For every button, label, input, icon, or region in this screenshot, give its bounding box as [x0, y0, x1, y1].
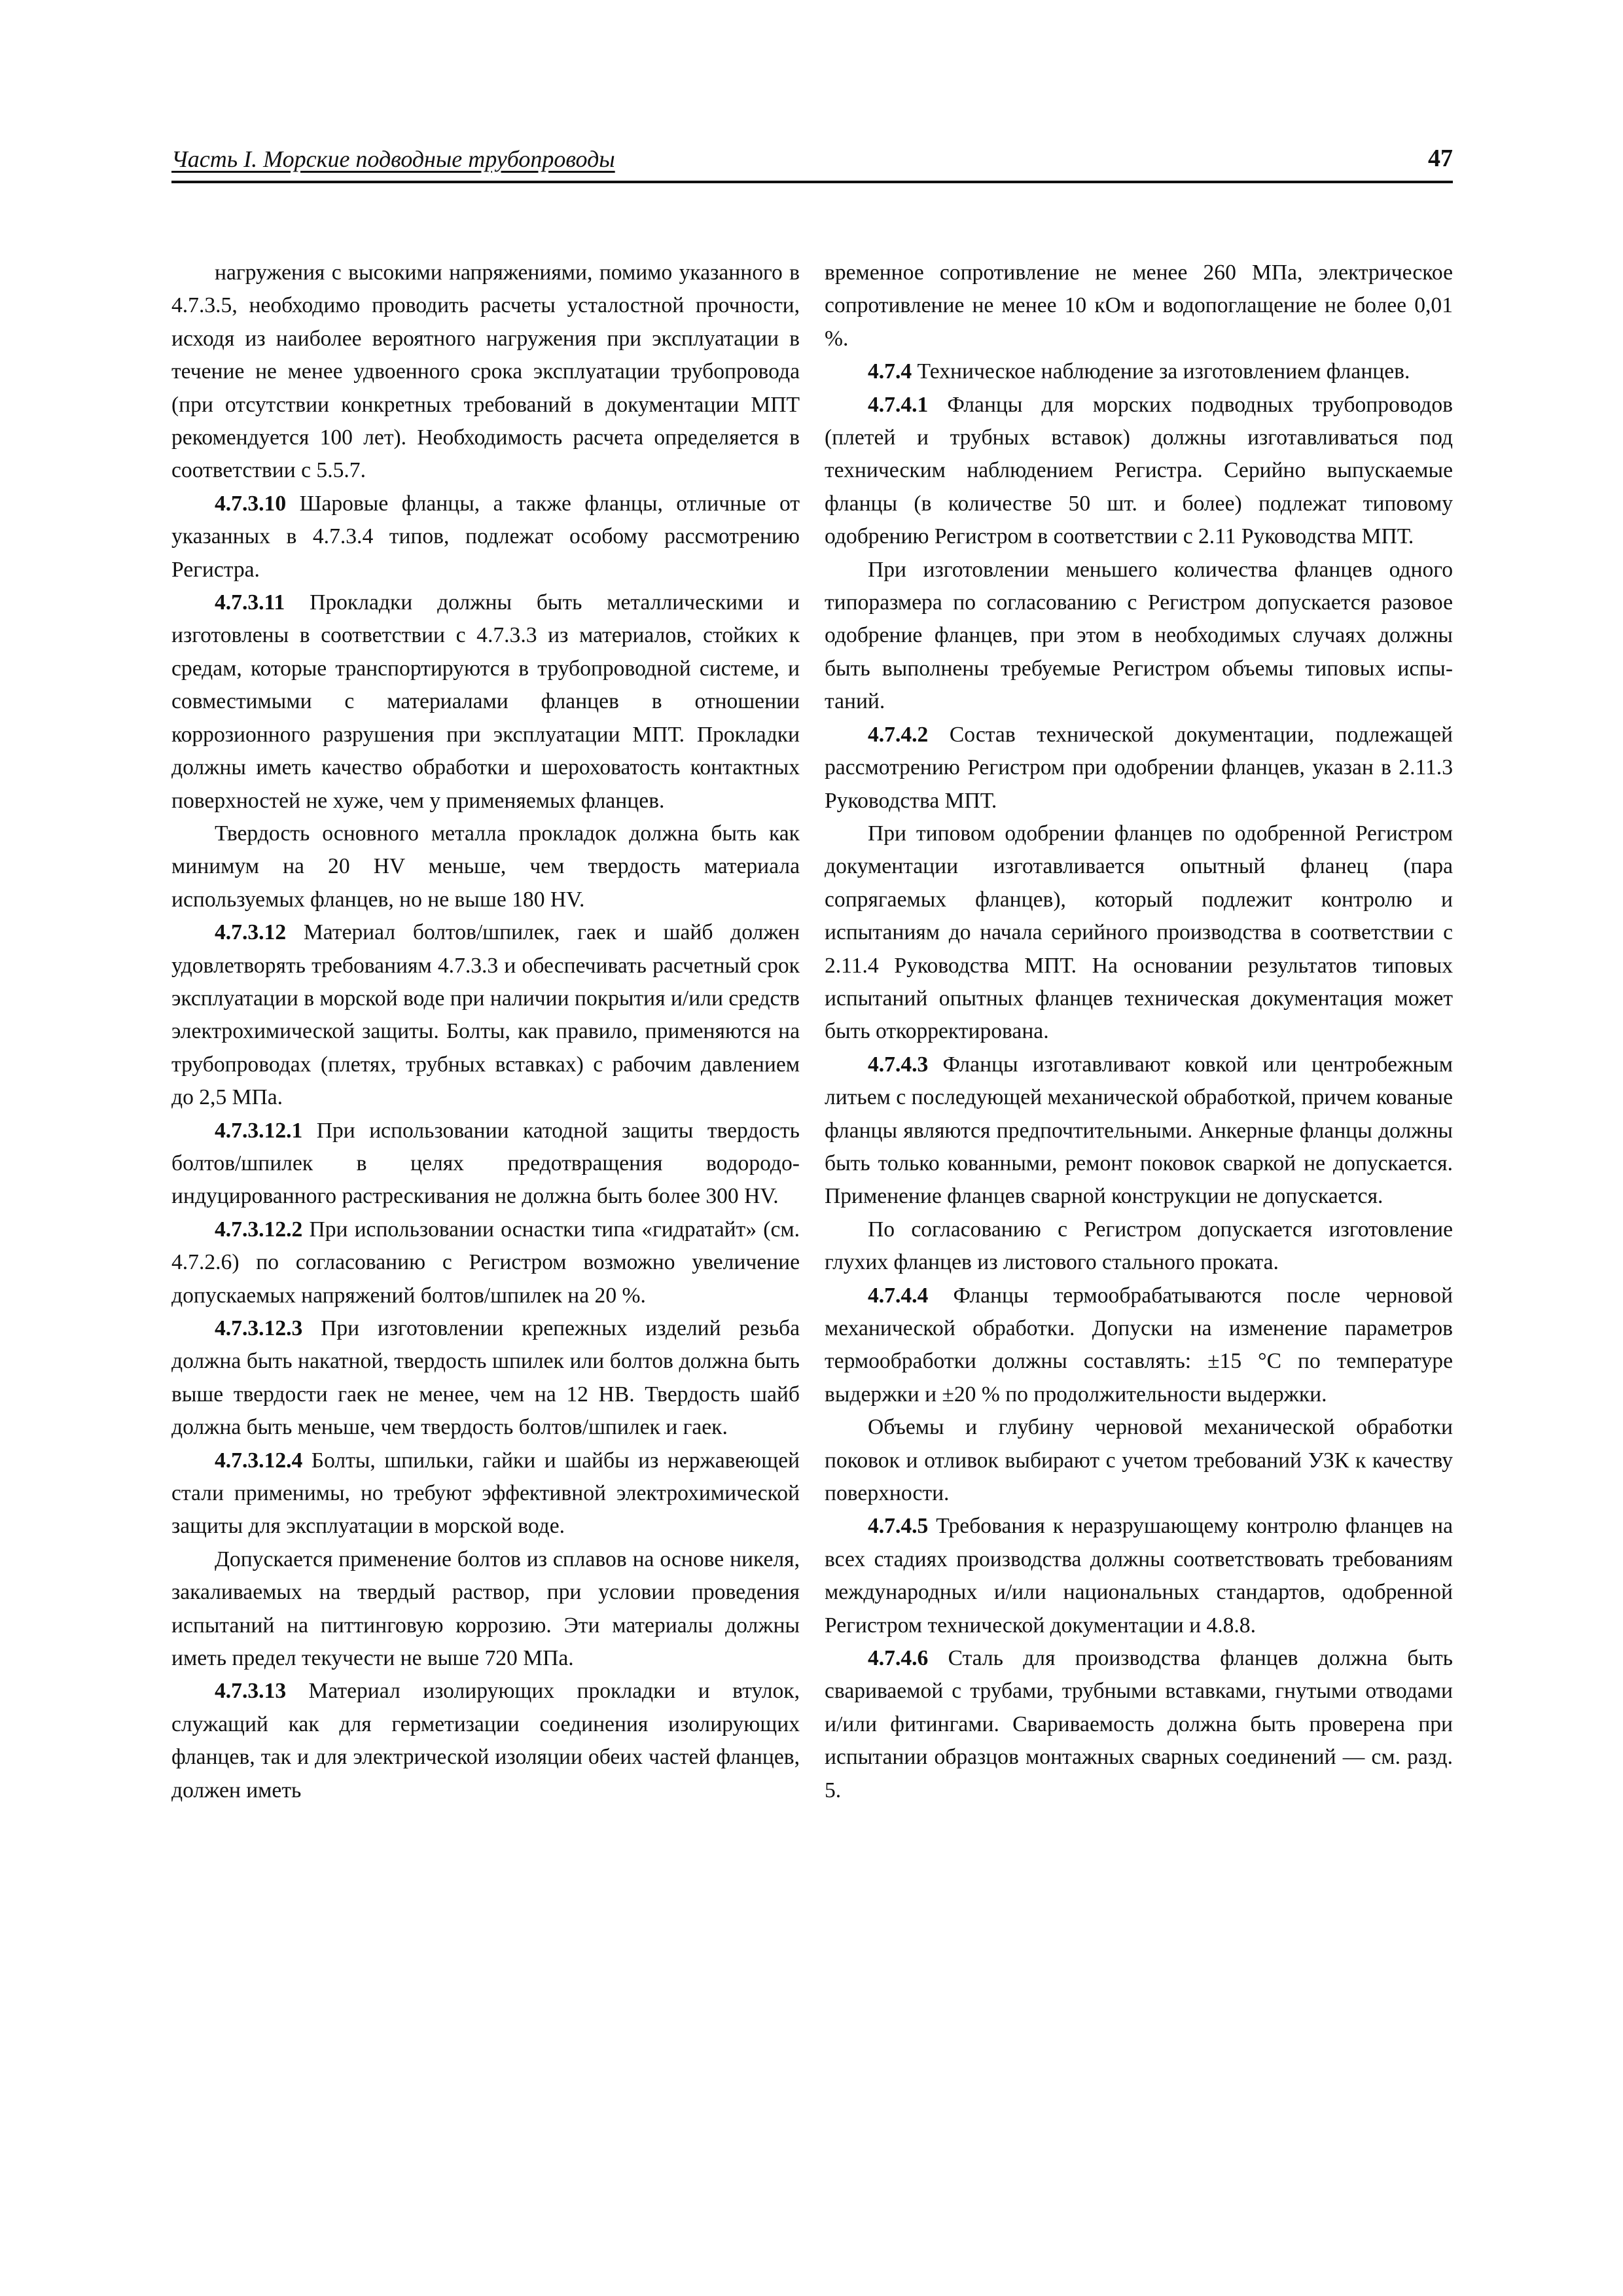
clause-number: 4.7.3.12.4 — [215, 1448, 303, 1473]
header-title: Часть I. Морские подводные трубопроводы — [171, 146, 615, 172]
clause-number: 4.7.3.12 — [215, 920, 287, 945]
paragraph-text: Фланцы изготавливают ковкой или центробежным литьем с последующей механической обработкой, причем кованые фланцы являются предпочтительными. Анкерные фланцы должны быть только кованными, ремонт поковок сваркой не допускается. Применение фланцев сварной конструкции не допускается. — [825, 1052, 1453, 1209]
paragraph — [825, 257, 1453, 355]
paragraph — [825, 1213, 1453, 1280]
paragraph — [825, 1411, 1453, 1510]
clause-number: 4.7.3.12.2 — [215, 1217, 303, 1242]
paragraph — [171, 488, 800, 586]
clause-number: 4.7.3.11 — [215, 590, 285, 615]
paragraph — [825, 554, 1453, 719]
clause-number: 4.7.4.4 — [868, 1283, 929, 1308]
paragraph — [171, 1115, 800, 1213]
paragraph — [171, 817, 800, 916]
paragraph-text: Шаровые фланцы, а также фланцы, отличные от указанных в 4.7.3.4 типов, подлежат особому рассмотрению Регистра. — [171, 491, 800, 582]
paragraph-text: Объемы и глубину черновой механической обработки поковок и отливок выбирают с учетом требований УЗК к качеству поверхности. — [825, 1415, 1453, 1506]
paragraph-text: По согласованию с Регистром допускается изготовление глухих фланцев из листового стального проката. — [825, 1217, 1453, 1275]
clause-number: 4.7.4.3 — [868, 1052, 929, 1077]
right-column — [825, 257, 1453, 1807]
paragraph — [825, 817, 1453, 1049]
paragraph — [171, 916, 800, 1114]
paragraph — [171, 1444, 800, 1543]
paragraph-text: временное сопротивление не менее 260 МПа, электрическое сопротивление не менее 10 кОм и водопоглащение не более 0,01 %. — [825, 260, 1453, 351]
paragraph-text: Материал болтов/шпилек, гаек и шайб должен удовлетворять требованиям 4.7.3.3 и обеспечивать расчетный срок эксплуатации в морской воде при наличии покрытия и/или средств электрохимической защиты. Болты, как правило, применяются на трубопроводах (плетях, трубных вставках) с рабочим давлением до 2,5 МПа. — [171, 920, 800, 1110]
paragraph — [825, 1049, 1453, 1213]
left-column — [171, 257, 800, 1807]
paragraph — [825, 719, 1453, 817]
clause-number: 4.7.4.1 — [868, 392, 929, 417]
paragraph — [825, 1642, 1453, 1807]
paragraph-text: Фланцы термообрабатываются после черновой механической обработки. Допуски на изменение параметров термообработки должны составлять: ±15 °С по температуре выдержки и ±20 % по продолжительности выдержки. — [825, 1283, 1453, 1407]
paragraph — [825, 389, 1453, 554]
paragraph — [171, 586, 800, 817]
paragraph-text: Требования к неразрушающему контролю фланцев на всех стадиях производства должны соответствовать требованиям международных и/или национальных стандартов, одобренной Регистром технической документации и 4.8.8. — [825, 1514, 1453, 1638]
paragraph — [171, 1543, 800, 1676]
clause-number: 4.7.3.13 — [215, 1679, 287, 1704]
paragraph-text: нагружения с высокими напряжениями, помимо указанного в 4.7.3.5, необходимо проводить расчеты усталостной прочности, исходя из наиболее вероятного нагружения при эксплуатации в течение не менее удвоенного срока эксплуатации трубопровода (при отсутствии конкретных требований в документации МПТ рекомендуется 100 лет). Необходимость расчета определяется в соответствии с 5.5.7. — [171, 260, 800, 483]
paragraph-text: При использовании оснастки типа «гидратайт» (см. 4.7.2.6) по согласованию с Регистром возможно увеличение допускаемых напряжений болтов/шпилек на 20 %. — [171, 1217, 800, 1308]
clause-number: 4.7.4.5 — [868, 1514, 929, 1539]
paragraph — [825, 355, 1453, 388]
page-number: 47 — [1428, 145, 1453, 172]
paragraph-text: Твердость основного металла прокладок должна быть как минимум на 20 HV меньше, чем твердость материала используемых фланцев, но не выше 180 HV. — [171, 821, 800, 912]
paragraph — [171, 1213, 800, 1312]
paragraph-text: При изготовлении меньшего количества фланцев одного типоразмера по согласованию с Регистром допускается разовое одобрение фланцев, при этом в необходимых случаях должны быть выполнены требуемые Регистром объемы типовых испытаний. — [825, 557, 1453, 714]
paragraph-text: Материал изолирующих прокладки и втулок, служащий как для герметизации соединения изолирующих фланцев, так и для электрической изоляции обеих частей фланцев, должен иметь — [171, 1679, 800, 1803]
clause-number: 4.7.3.12.1 — [215, 1118, 303, 1143]
paragraph — [825, 1510, 1453, 1642]
paragraph-text: При использовании катодной защиты твердость болтов/шпилек в целях предотвращения водородо-индуцированного растрескивания не должна быть более 300 HV. — [171, 1118, 800, 1209]
paragraph-text: Допускается применение болтов из сплавов на основе никеля, закаливаемых на твердый раствор, при условии проведения испытаний на питтинговую коррозию. Эти материалы должны иметь предел текучести не выше 720 МПа. — [171, 1547, 800, 1671]
paragraph — [825, 1280, 1453, 1412]
paragraph-text: При изготовлении крепежных изделий резьба должна быть накатной, твердость шпилек или болтов должна быть выше твердости гаек не менее, чем на 12 HB. Твердость шайб должна быть меньше, чем твердость болтов/шпилек и гаек. — [171, 1316, 800, 1440]
paragraph — [171, 1675, 800, 1807]
paragraph — [171, 1312, 800, 1444]
paragraph-text: Фланцы для морских подводных трубопроводов (плетей и трубных вставок) должны изготавливаться под техническим наблюдением Регистра. Серийно выпускаемые фланцы (в количестве 50 шт. и более) подлежат типовому одобрению Регистром в соответствии с 2.11 Руководства МПТ. — [825, 392, 1453, 549]
paragraph-text: Состав технической документации, подлежащей рассмотрению Регистром при одобрении фланцев, указан в 2.11.3 Руководства МПТ. — [825, 722, 1453, 813]
clause-number: 4.7.4.2 — [868, 722, 929, 747]
paragraph-text: Прокладки должны быть металлическими и изготовлены в соответствии с 4.7.3.3 из материалов, стойких к средам, которые транспортируются в трубопроводной системе, и совместимыми с материалами фланцев в отношении коррозионного разрушения при эксплуатации МПТ. Прокладки должны иметь качество обработки и шероховатость контактных поверхностей не хуже, чем у применяемых фланцев. — [171, 590, 800, 813]
paragraph-text: Сталь для производства фланцев должна быть свариваемой с трубами, трубными вставками, гнутыми отводами и/или фитингами. Свариваемость должна быть проверена при испытании образцов монтажных сварных соединений — см. разд. 5. — [825, 1646, 1453, 1803]
running-header — [171, 143, 1453, 183]
paragraph-text: При типовом одобрении фланцев по одобренной Регистром документации изготавливается опытный фланец (пара сопрягаемых фланцев), который подлежит контролю и испытаниям до начала серийного производства в соответствии с 2.11.4 Руководства МПТ. На основании результатов типовых испытаний опытных фланцев техническая документация может быть откорректирована. — [825, 821, 1453, 1044]
paragraph — [171, 257, 800, 488]
paragraph-text: Болты, шпильки, гайки и шайбы из нержавеющей стали применимы, но требуют эффективной электрохимической защиты для эксплуатации в морской воде. — [171, 1448, 800, 1539]
clause-number: 4.7.3.10 — [215, 491, 287, 516]
clause-number: 4.7.4 — [868, 359, 912, 384]
paragraph-text: Техническое наблюдение за изготовлением фланцев. — [912, 359, 1410, 384]
clause-number: 4.7.3.12.3 — [215, 1316, 303, 1340]
clause-number: 4.7.4.6 — [868, 1646, 929, 1671]
